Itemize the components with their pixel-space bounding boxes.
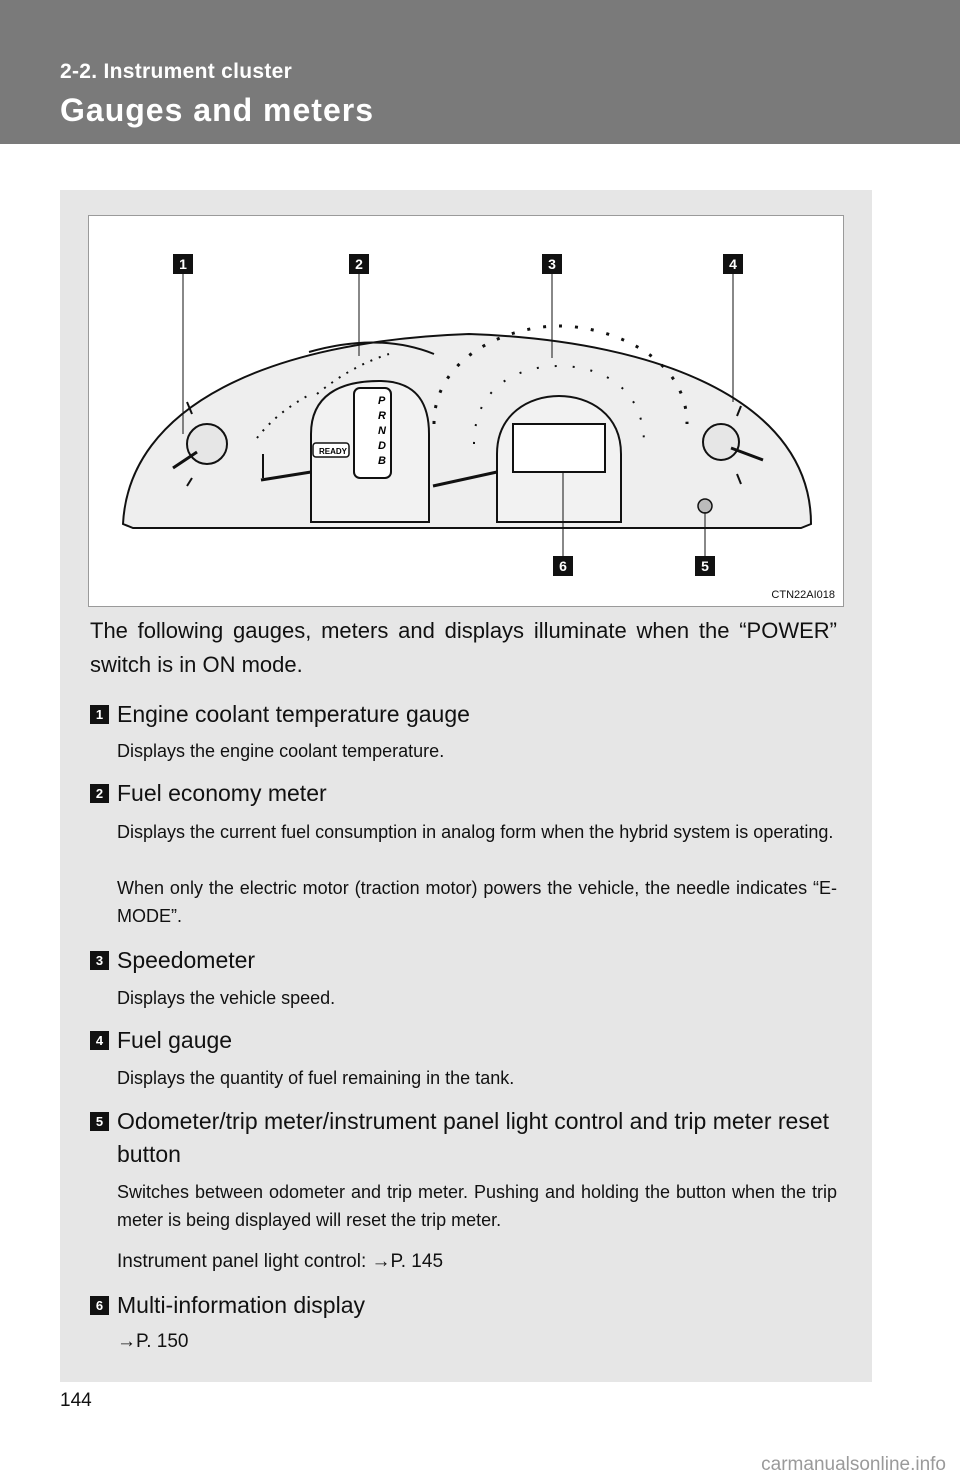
callout-number-4: 4 [729,256,737,272]
callout-number-3: 3 [548,256,556,272]
item-title: Multi-information display [117,1292,365,1318]
figure-code: CTN22AI018 [771,589,835,601]
item-description: Displays the vehicle speed. [117,988,336,1008]
instrument-cluster-illustration [89,216,845,608]
item-description: Switches between odometer and trip meter. Pushing and holding the button when the trip meter is being displayed will reset the trip meter. [117,1182,837,1230]
page-header [0,0,960,144]
callout-number-1: 1 [179,256,187,272]
callout-number-5: 5 [701,558,709,574]
instrument-cluster-figure [88,215,844,607]
item-badge: 6 [90,1296,109,1315]
item-title: Fuel gauge [117,1027,233,1053]
section-label: 2-2. Instrument cluster [60,60,293,83]
item-title: Fuel economy meter [117,780,327,806]
item-title: Odometer/trip meter/instrument panel light control and trip meter reset button [117,1108,830,1167]
shift-letter-r: R [378,410,386,422]
trip-meter-button [698,499,712,513]
ready-label: READY [319,447,348,456]
item-badge: 1 [90,705,109,724]
item-title: Engine coolant temperature gauge [117,701,470,727]
item-page-reference: →P. 150 [117,1331,189,1352]
item-description: Displays the quantity of fuel remaining in the tank. [117,1068,515,1088]
item-badge: 3 [90,951,109,970]
fuel-gauge-dial [703,424,739,460]
item-badge: 5 [90,1112,109,1131]
shift-letter-b: B [378,455,386,467]
item-badge: 4 [90,1031,109,1050]
multi-information-display [513,424,605,472]
intro-paragraph: The following gauges, meters and displays illuminate when the “POWER” switch is in ON mode. [90,618,837,677]
watermark: carmanualsonline.info [761,1454,946,1475]
coolant-gauge-dial [187,424,227,464]
shift-letter-n: N [378,425,386,437]
callout-number-2: 2 [355,256,363,272]
shift-letter-p: P [378,395,386,407]
item-badge: 2 [90,784,109,803]
page-number: 144 [60,1390,92,1411]
callout-number-6: 6 [559,558,567,574]
item-title: Speedometer [117,947,256,973]
item-description: Displays the engine coolant temperature. [117,741,445,761]
page-title: Gauges and meters [60,92,374,128]
item-description: Displays the current fuel consumption in analog form when the hybrid system is operating. [117,822,834,842]
item-description: When only the electric motor (traction motor) powers the vehicle, the needle indicates “E-MODE”. [117,878,837,926]
item-page-reference: Instrument panel light control: →P. 145 [117,1251,444,1272]
shift-letter-d: D [378,440,386,452]
